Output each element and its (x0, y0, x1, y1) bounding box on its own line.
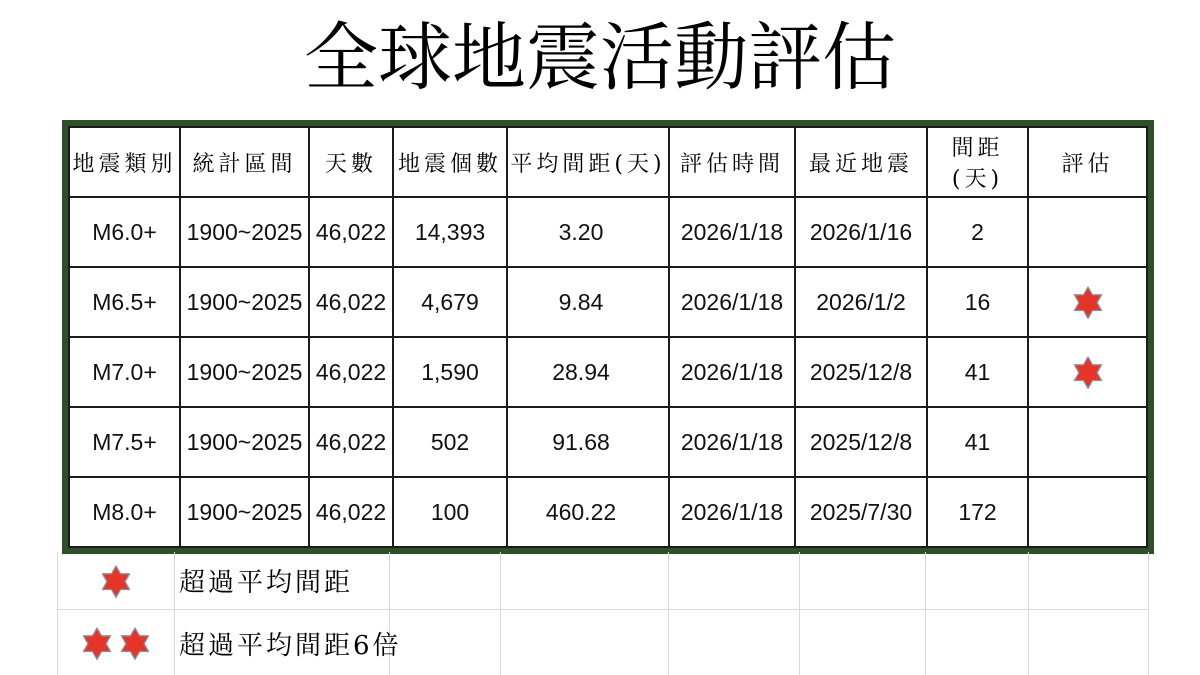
cell-range: 1900~2025 (180, 477, 309, 547)
cell-gap-days: 172 (927, 477, 1028, 547)
legend-empty-cell (1029, 552, 1149, 610)
legend-empty-cell (669, 610, 800, 675)
table-row (69, 477, 1147, 547)
cell-avg-interval: 28.94 (507, 337, 669, 407)
cell-days: 46,022 (309, 197, 393, 267)
column-header-gap-days: 間距(天) (927, 127, 1028, 197)
cell-category: M7.5+ (69, 407, 180, 477)
cell-eval-date: 2026/1/18 (669, 337, 795, 407)
quake-table-container (62, 120, 1154, 554)
cell-range: 1900~2025 (180, 337, 309, 407)
legend (57, 552, 1149, 675)
legend-empty-cell (669, 552, 800, 610)
column-header-category: 地震類別 (69, 127, 180, 197)
legend-empty-cell (390, 610, 501, 675)
six-pointed-star-icon (118, 626, 152, 660)
cell-avg-interval: 9.84 (507, 267, 669, 337)
table-row (69, 337, 1147, 407)
cell-days: 46,022 (309, 267, 393, 337)
cell-last-quake: 2026/1/16 (795, 197, 927, 267)
cell-avg-interval: 91.68 (507, 407, 669, 477)
legend-label: 超過平均間距 (175, 552, 390, 610)
legend-empty-cell (800, 610, 926, 675)
cell-avg-interval: 3.20 (507, 197, 669, 267)
legend-empty-cell (1029, 610, 1149, 675)
cell-eval-date: 2026/1/18 (669, 267, 795, 337)
legend-label: 超過平均間距6倍 (175, 610, 390, 675)
cell-category: M8.0+ (69, 477, 180, 547)
cell-range: 1900~2025 (180, 267, 309, 337)
legend-empty-cell (800, 552, 926, 610)
quake-table (68, 126, 1148, 548)
page-title: 全球地震活動評估 (304, 15, 896, 101)
table-row (69, 407, 1147, 477)
cell-eval-stars (1028, 197, 1147, 267)
cell-eval-stars (1028, 407, 1147, 477)
six-pointed-star-icon (99, 564, 133, 598)
six-pointed-star-icon (1071, 355, 1105, 389)
cell-gap-days: 2 (927, 197, 1028, 267)
cell-eval-stars (1028, 267, 1147, 337)
cell-gap-days: 41 (927, 407, 1028, 477)
legend-empty-cell (501, 610, 669, 675)
legend-stars (57, 552, 175, 610)
cell-gap-days: 41 (927, 337, 1028, 407)
column-header-eval: 評估 (1028, 127, 1147, 197)
cell-range: 1900~2025 (180, 197, 309, 267)
cell-count: 502 (393, 407, 507, 477)
column-header-eval-date: 評估時間 (669, 127, 795, 197)
cell-range: 1900~2025 (180, 407, 309, 477)
six-pointed-star-icon (1071, 285, 1105, 319)
cell-days: 46,022 (309, 477, 393, 547)
cell-count: 100 (393, 477, 507, 547)
column-header-range: 統計區間 (180, 127, 309, 197)
cell-gap-days: 16 (927, 267, 1028, 337)
cell-count: 1,590 (393, 337, 507, 407)
cell-eval-date: 2026/1/18 (669, 197, 795, 267)
cell-category: M6.5+ (69, 267, 180, 337)
header-row (69, 127, 1147, 197)
legend-empty-cell (501, 552, 669, 610)
cell-eval-stars (1028, 337, 1147, 407)
cell-eval-stars (1028, 477, 1147, 547)
cell-last-quake: 2025/12/8 (795, 407, 927, 477)
legend-empty-cell (926, 610, 1029, 675)
cell-avg-interval: 460.22 (507, 477, 669, 547)
cell-count: 14,393 (393, 197, 507, 267)
legend-empty-cell (926, 552, 1029, 610)
table-row (69, 267, 1147, 337)
column-header-avg-interval: 平均間距(天) (507, 127, 669, 197)
cell-category: M7.0+ (69, 337, 180, 407)
cell-eval-date: 2026/1/18 (669, 407, 795, 477)
cell-last-quake: 2025/12/8 (795, 337, 927, 407)
column-header-days: 天數 (309, 127, 393, 197)
cell-days: 46,022 (309, 407, 393, 477)
cell-count: 4,679 (393, 267, 507, 337)
cell-category: M6.0+ (69, 197, 180, 267)
cell-last-quake: 2026/1/2 (795, 267, 927, 337)
legend-stars (57, 610, 175, 675)
column-header-last-quake: 最近地震 (795, 127, 927, 197)
cell-last-quake: 2025/7/30 (795, 477, 927, 547)
cell-eval-date: 2026/1/18 (669, 477, 795, 547)
cell-days: 46,022 (309, 337, 393, 407)
column-header-count: 地震個數 (393, 127, 507, 197)
legend-empty-cell (390, 552, 501, 610)
six-pointed-star-icon (80, 626, 114, 660)
table-row (69, 197, 1147, 267)
